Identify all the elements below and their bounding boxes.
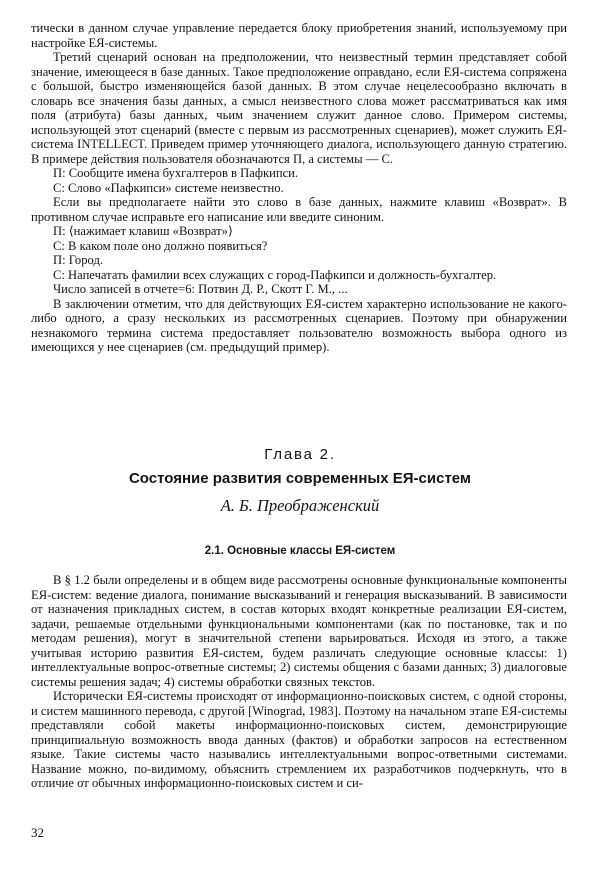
page-number: 32	[31, 825, 44, 840]
paragraph-history: Исторически ЕЯ-системы происходят от информационно-поисковых систем, с одной стороны, и систем машинного перевода, с другой [Winograd, 1983]. Поэтому на начальном этапе ЕЯ-системы представляли собой макеты информационно-поисковых систем, демонстрирующие принципиальную возможность ввода данных (фактов) и обработки запросов на естественном языке. Такие системы часто назывались интеллектуальными вопрос-ответными системами. Название можно, по-видимому, объяснить стремлением их разработчиков подчеркнуть, что в отличие от обычных информационно-поисковых систем и си-	[31, 689, 567, 790]
dialog-line-system-4: С: Напечатать фамилии всех служащих с город-Пафкипси и должность-бухгалтер.	[53, 267, 497, 282]
paragraph-conclusion: В заключении отметим, что для действующих ЕЯ-систем характерно использование не какого-либо одного, а сразу нескольких из рассмотренных сценариев. Поэтому при обнаружении незнакомого термина система предоставляет пользователю возможность выбора одного из имеющихся у нее сценариев (см. предыдущий пример).	[31, 296, 567, 354]
dialog-line-user-1: П: Сообщите имена бухгалтеров в Пафкипси.	[53, 166, 299, 180]
section-title: 2.1. Основные классы ЕЯ-систем	[204, 545, 396, 557]
dialog-line-system-1: С: Слово «Пафкипси» системе неизвестно.	[53, 180, 284, 195]
bottom-text-block	[31, 573, 567, 791]
report-line: Число записей в отчете=6: Потвин Д. Р., Скотт Г. М., ...	[53, 282, 348, 296]
chapter-label: Глава 2.	[264, 446, 336, 463]
paragraph-continuation: тически в данном случае управление передается блоку приобретения знаний, используемому при настройке ЕЯ-системы.	[31, 21, 567, 50]
paragraph-classes: В § 1.2 были определены и в общем виде рассмотрены основные функциональные компоненты ЕЯ-систем: ведение диалога, понимание высказываний и генерация высказываний. В зависимости от назначения прикладных систем, в состав которых входят конкретные реализации ЕЯ-систем, задачи, решаемые отдельными функциональными компонентами (как по постановке, так и по методам решения), могут в значительной степени варьироваться. Исходя из этого, а также учитывая историю развития ЕЯ-систем, будем различать следующие основные классы: 1) интеллектуальные вопрос-ответные системы; 2) системы общения с базами данных; 3) диалоговые системы решения задач; 4) системы обработки связных текстов.	[31, 573, 567, 689]
dialog-line-system-2: Если вы предполагаете найти это слово в базе данных, нажмите клавиш «Возврат». В противном случае исправьте его написание или введите синоним.	[31, 195, 567, 224]
chapter-title: Состояние развития современных ЕЯ-систем	[128, 470, 472, 487]
top-text-block	[31, 21, 567, 355]
dialog-line-user-3: П: Город.	[53, 253, 103, 267]
dialog-line-system-3: С: В каком поле оно должно появиться?	[53, 238, 268, 253]
paragraph-third-scenario: Третий сценарий основан на предположении, что неизвестный термин представляет собой значение, имеющееся в базе данных. Такое предположение оправдано, если ЕЯ-система сопряжена с большой, быстро изменяющейся базой данных. В этом случае нецелесообразно включать в словарь все значения базы данных, а смысл неизвестного слова может рассматриваться как имя поля (атрибута) базы данных, чьим значением служит данное слово. Примером системы, использующей этот сценарий (вместе с первым из рассмотренных сценариев), может служить ЕЯ-система INTELLECT. Приведем пример уточняющего диалога, использующего данную стратегию. В примере действия пользователя обозначаются П, а системы — С.	[31, 50, 567, 166]
chapter-author: А. Б. Преображенский	[220, 496, 380, 515]
dialog-line-user-2: П: ⟨нажимает клавиш «Возврат»⟩	[53, 224, 233, 238]
